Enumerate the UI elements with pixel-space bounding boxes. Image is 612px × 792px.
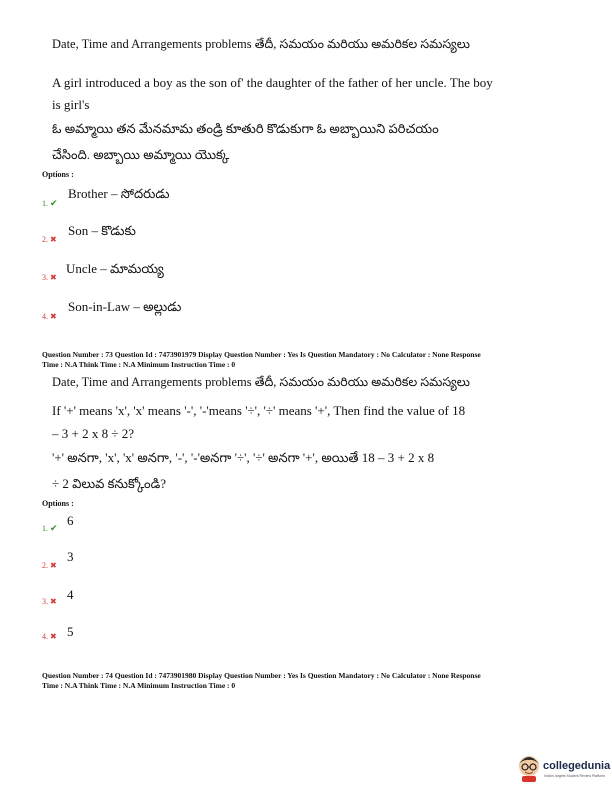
option-number: 3. ✖ [42, 273, 57, 282]
question-text-en: A girl introduced a boy as the son of' the daughter of the father of her uncle. The boy [52, 75, 493, 90]
option-text: Uncle – మామయ్య [66, 261, 164, 276]
option-number: 1. ✔ [42, 198, 58, 208]
option-text: 4 [67, 587, 74, 602]
option-number: 4. ✖ [42, 312, 57, 321]
mascot-icon [516, 754, 542, 782]
check-icon: ✔ [50, 523, 58, 533]
question-meta: Time : N.A Think Time : N.A Minimum Instruction Time : 0 [42, 360, 236, 369]
option-text: 6 [67, 513, 74, 528]
question-topic: Date, Time and Arrangements problems తేదీ, సమయం మరియు అమరికల సమస్యలు [52, 37, 470, 51]
cross-icon: ✖ [50, 632, 57, 641]
option-text: 3 [67, 549, 74, 564]
option-number: 4. ✖ [42, 632, 57, 641]
cross-icon: ✖ [50, 312, 57, 321]
option-text: Son-in-Law – అల్లుడు [68, 299, 182, 314]
question-text-te: '+' అనగా, 'x', 'x' అనగా, '-', '-'అనగా '÷', '÷' అనగా '+', అయితే 18 – 3 + 2 x 8 [52, 450, 435, 465]
option-number: 2. ✖ [42, 561, 57, 570]
question-text-en: If '+' means 'x', 'x' means '-', '-'means '÷', '÷' means '+', Then find the value of 18 [52, 403, 466, 418]
question-meta: Question Number : 74 Question Id : 7473901980 Display Question Number : Yes Is Question Mandatory : No Calculator : None Response [42, 671, 481, 680]
cross-icon: ✖ [50, 273, 57, 282]
options-label: Options : [42, 499, 74, 508]
option-text: 5 [67, 624, 74, 639]
cross-icon: ✖ [50, 561, 57, 570]
option-number: 2. ✖ [42, 235, 57, 244]
question-text-te: ఓ అమ్మాయి తన మేనమామ తండ్రి కూతురి కొడుకుగా ఓ అబ్బాయిని పరిచయం [52, 121, 439, 136]
option-text: Brother – సోదరుడు [68, 186, 170, 201]
collegedunia-logo [516, 754, 610, 784]
question-text-te: ÷ 2 విలువ కనుక్కోండి? [52, 476, 166, 491]
option-number: 1. ✔ [42, 523, 58, 533]
cross-icon: ✖ [50, 235, 57, 244]
logo-name: collegedunia [543, 760, 611, 772]
logo-tagline: India's largest Student Review Platform [544, 774, 605, 778]
question-meta: Question Number : 73 Question Id : 7473901979 Display Question Number : Yes Is Question Mandatory : No Calculator : None Response [42, 350, 481, 359]
question-text-en: – 3 + 2 x 8 ÷ 2? [52, 426, 134, 441]
question-topic: Date, Time and Arrangements problems తేదీ, సమయం మరియు అమరికల సమస్యలు [52, 375, 470, 389]
question-text-te: చేసింది. అబ్బాయి అమ్మాయి యొక్క [52, 147, 230, 162]
option-number: 3. ✖ [42, 597, 57, 606]
question-meta: Time : N.A Think Time : N.A Minimum Instruction Time : 0 [42, 681, 236, 690]
check-icon: ✔ [50, 198, 58, 208]
question-text-en: is girl's [52, 97, 90, 112]
option-text: Son – కొడుకు [68, 223, 136, 238]
cross-icon: ✖ [50, 597, 57, 606]
options-label: Options : [42, 170, 74, 179]
